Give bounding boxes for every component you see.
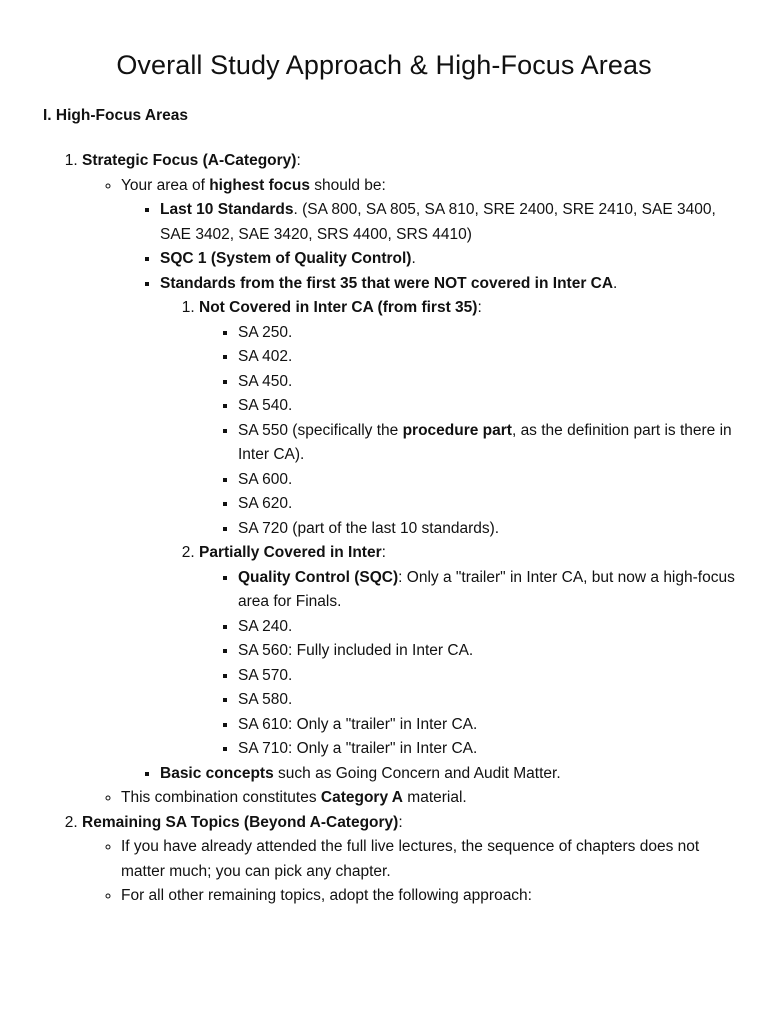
list-item: ◦ If you have already attended the full live lectures, the sequence of chapters does not matter much; you can pick any chapter.	[121, 835, 742, 884]
list-item: ▪ SA 560: Fully included in Inter CA.	[238, 639, 742, 664]
list-item: ▪ SA 250.	[238, 321, 742, 346]
list-item-first-35-not-covered: ▪ Standards from the first 35 that were NOT covered in Inter CA. 1. Not Covered in Inter CA (from first 35): ▪ SA 250. ▪ SA 402. ▪ SA 450. ▪ SA 540. ▪ SA 550 (specifically the procedure part, as the definition part is there in Inter CA). ▪ SA 600. ▪ SA 620. ▪ SA 720 (part of the last 10 standards). 2. Partially Covered in Inter: ▪ Quality Control (SQC): Only a "trailer" in Inter CA, but now a high-focus area for Finals. ▪ SA 240. ▪ SA 560: Fully included in Inter CA. ▪ SA 570. ▪ SA 580. ▪ SA 610: Only a "trailer" in Inter CA. ▪ SA 710: Only a "trailer" in Inter CA.	[160, 272, 742, 762]
partially-covered-list	[199, 566, 742, 762]
list-item-strategic-focus: 1. Strategic Focus (A-Category): ◦ Your area of highest focus should be: ▪ Last 10 Standards. (SA 800, SA 805, SA 810, SRE 2400, SRE 2410, SAE 3400, SAE 3402, SAE 3420, SRS 4400, SRS 4410) ▪ SQC 1 (System of Quality Control). ▪ Standards from the first 35 that were NOT covered in Inter CA. 1. Not Covered in Inter CA (from first 35): ▪ SA 250. ▪ SA 402. ▪ SA 450. ▪ SA 540. ▪ SA 550 (specifically the procedure part, as the definition part is there in Inter CA). ▪ SA 600. ▪ SA 620. ▪ SA 720 (part of the last 10 standards). 2. Partially Covered in Inter: ▪ Quality Control (SQC): Only a "trailer" in Inter CA, but now a high-focus area for Finals. ▪ SA 240. ▪ SA 560: Fully included in Inter CA. ▪ SA 570. ▪ SA 580. ▪ SA 610: Only a "trailer" in Inter CA. ▪ SA 710: Only a "trailer" in Inter CA. ▪ Basic concepts such as Going Concern and Audit Matter. ◦ This combination constitutes Category A material.	[82, 149, 742, 811]
section-heading: I. High-Focus Areas	[43, 107, 188, 124]
list-item: ▪ SA 240.	[238, 615, 742, 640]
coverage-numbered-list	[160, 296, 742, 762]
list-item: ▪ SA 600.	[238, 468, 742, 493]
list-item: ▪ SA 720 (part of the last 10 standards).	[238, 517, 742, 542]
list-item: ▪ SA 710: Only a "trailer" in Inter CA.	[238, 737, 742, 762]
highest-focus-list	[121, 198, 742, 786]
list-item: ▪ SA 550 (specifically the procedure part, as the definition part is there in Inter CA).	[238, 419, 742, 468]
main-numbered-list	[82, 149, 742, 909]
list-item-last-10-standards: ▪ Last 10 Standards. (SA 800, SA 805, SA 810, SRE 2400, SRE 2410, SAE 3400, SAE 3402, SAE 3420, SRS 4400, SRS 4410)	[160, 198, 742, 247]
list-item: ▪ SA 610: Only a "trailer" in Inter CA.	[238, 713, 742, 738]
list-item: ▪ Quality Control (SQC): Only a "trailer" in Inter CA, but now a high-focus area for Finals.	[238, 566, 742, 615]
list-item: ▪ SA 570.	[238, 664, 742, 689]
page-title: Overall Study Approach & High-Focus Areas	[116, 50, 652, 80]
list-item: ▪ SA 620.	[238, 492, 742, 517]
list-item: ▪ SA 402.	[238, 345, 742, 370]
list-item-remaining-sa-topics: 2. Remaining SA Topics (Beyond A-Category): ◦ If you have already attended the full live lectures, the sequence of chapters does not matter much; you can pick any chapter. ◦ For all other remaining topics, adopt the following approach:	[82, 811, 742, 909]
list-item-basic-concepts: ▪ Basic concepts such as Going Concern and Audit Matter.	[160, 762, 742, 787]
list-item-category-a: ◦ This combination constitutes Category A material.	[121, 786, 742, 811]
list-item: ▪ SA 540.	[238, 394, 742, 419]
list-item-highest-focus: ◦ Your area of highest focus should be: ▪ Last 10 Standards. (SA 800, SA 805, SA 810, SRE 2400, SRE 2410, SAE 3400, SAE 3402, SAE 3420, SRS 4400, SRS 4410) ▪ SQC 1 (System of Quality Control). ▪ Standards from the first 35 that were NOT covered in Inter CA. 1. Not Covered in Inter CA (from first 35): ▪ SA 250. ▪ SA 402. ▪ SA 450. ▪ SA 540. ▪ SA 550 (specifically the procedure part, as the definition part is there in Inter CA). ▪ SA 600. ▪ SA 620. ▪ SA 720 (part of the last 10 standards). 2. Partially Covered in Inter: ▪ Quality Control (SQC): Only a "trailer" in Inter CA, but now a high-focus area for Finals. ▪ SA 240. ▪ SA 560: Fully included in Inter CA. ▪ SA 570. ▪ SA 580. ▪ SA 610: Only a "trailer" in Inter CA. ▪ SA 710: Only a "trailer" in Inter CA. ▪ Basic concepts such as Going Concern and Audit Matter.	[121, 174, 742, 787]
list-item-partially-covered: 2. Partially Covered in Inter: ▪ Quality Control (SQC): Only a "trailer" in Inter CA, but now a high-focus area for Finals. ▪ SA 240. ▪ SA 560: Fully included in Inter CA. ▪ SA 570. ▪ SA 580. ▪ SA 610: Only a "trailer" in Inter CA. ▪ SA 710: Only a "trailer" in Inter CA.	[199, 541, 742, 762]
list-item: ◦ For all other remaining topics, adopt the following approach:	[121, 884, 742, 909]
remaining-topics-sublist	[82, 835, 742, 909]
list-item: ▪ SA 580.	[238, 688, 742, 713]
list-item-not-covered: 1. Not Covered in Inter CA (from first 35): ▪ SA 250. ▪ SA 402. ▪ SA 450. ▪ SA 540. ▪ SA 550 (specifically the procedure part, as the definition part is there in Inter CA). ▪ SA 600. ▪ SA 620. ▪ SA 720 (part of the last 10 standards).	[199, 296, 742, 541]
list-item: ▪ SA 450.	[238, 370, 742, 395]
not-covered-list	[199, 321, 742, 542]
list-item-sqc1: ▪ SQC 1 (System of Quality Control).	[160, 247, 742, 272]
strategic-focus-sublist	[82, 174, 742, 811]
